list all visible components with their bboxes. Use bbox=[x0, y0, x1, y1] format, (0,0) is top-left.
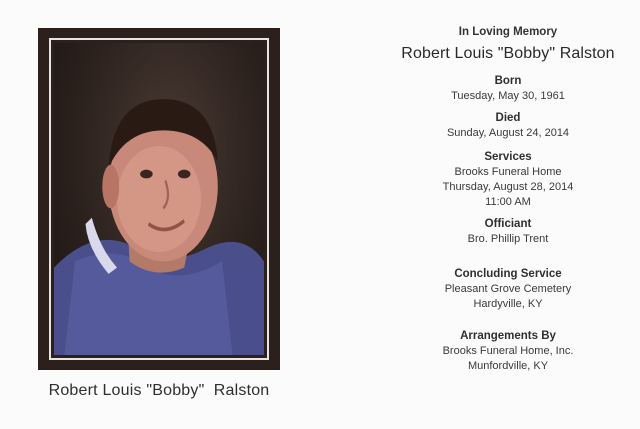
arrangements-section bbox=[398, 330, 618, 374]
photo-caption: Robert Louis "Bobby" Ralston bbox=[48, 382, 270, 399]
officiant-label: Officiant bbox=[484, 218, 532, 230]
services-section bbox=[398, 151, 618, 210]
died-date: Sunday, August 24, 2014 bbox=[446, 127, 570, 139]
photo-frame bbox=[38, 28, 280, 370]
services-date: Thursday, August 28, 2014 bbox=[442, 181, 574, 193]
portrait-illustration bbox=[54, 43, 264, 355]
officiant-name: Bro. Phillip Trent bbox=[467, 233, 549, 245]
memorial-details bbox=[398, 26, 618, 374]
photo-border bbox=[49, 38, 269, 360]
born-label: Born bbox=[494, 75, 522, 87]
born-date: Tuesday, May 30, 1961 bbox=[451, 90, 565, 102]
services-label: Services bbox=[484, 151, 532, 163]
concluding-section bbox=[398, 268, 618, 312]
concluding-city: Hardyville, KY bbox=[473, 298, 543, 310]
concluding-label: Concluding Service bbox=[454, 268, 562, 280]
born-section bbox=[398, 75, 618, 104]
officiant-section bbox=[398, 218, 618, 247]
full-name: Robert Louis "Bobby" Ralston bbox=[401, 45, 615, 62]
concluding-place: Pleasant Grove Cemetery bbox=[444, 283, 572, 295]
arrangements-company: Brooks Funeral Home, Inc. bbox=[442, 345, 574, 357]
memory-heading: In Loving Memory bbox=[458, 26, 558, 38]
arrangements-city: Munfordville, KY bbox=[467, 360, 549, 372]
died-section bbox=[398, 112, 618, 141]
services-time: 11:00 AM bbox=[485, 196, 531, 208]
portrait-photo bbox=[54, 43, 264, 355]
died-label: Died bbox=[495, 112, 521, 124]
services-location: Brooks Funeral Home bbox=[454, 166, 562, 178]
arrangements-label: Arrangements By bbox=[460, 330, 556, 342]
